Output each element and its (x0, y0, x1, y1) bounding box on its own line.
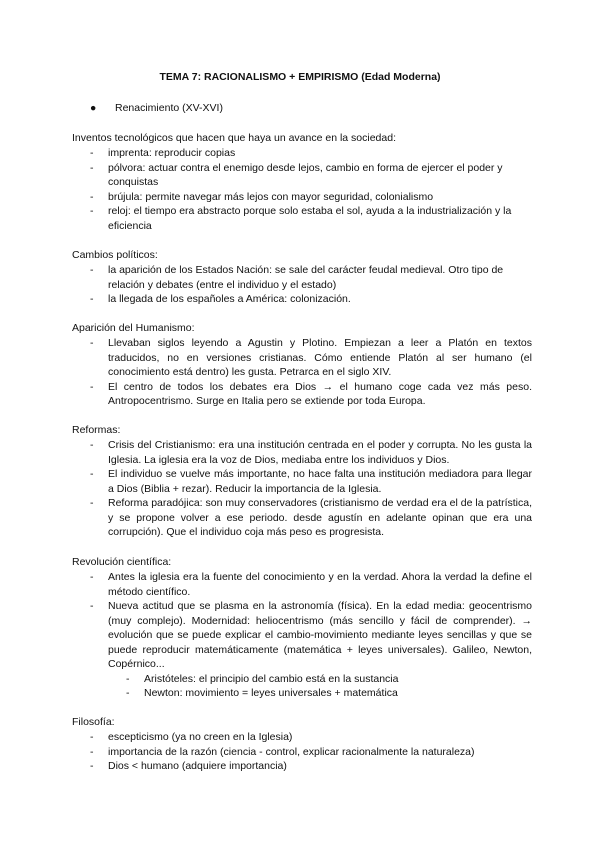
dash-list (72, 146, 532, 233)
list-item (72, 292, 532, 307)
section-cambios-politicos (72, 248, 532, 307)
dash-icon: - (90, 147, 94, 159)
dash-icon: - (90, 571, 94, 583)
list-item-text: El individuo se vuelve más importante, no hace falta una institución mediadora para llegar a Dios (Biblia + rezar). Reducir la importancia de la Iglesia. (108, 468, 532, 495)
dash-icon: - (90, 264, 94, 276)
section-heading: Revolución científica: (72, 556, 172, 568)
section-heading: Cambios políticos: (72, 249, 158, 261)
dash-icon: - (126, 672, 130, 685)
dash-list (72, 336, 532, 409)
list-item-text: pólvora: actuar contra el enemigo desde lejos, cambio en forma de ejercer el poder y conquistas (108, 161, 503, 188)
sub-list-item-text: Aristóteles: el principio del cambio está en la sustancia (144, 672, 399, 685)
dash-list (72, 730, 532, 774)
dash-icon: - (90, 161, 94, 174)
sub-list-item-text: Newton: movimiento = leyes universales + matemática (144, 687, 398, 699)
dash-icon: - (90, 600, 94, 612)
dash-icon: - (90, 337, 94, 349)
section-filosofia (72, 715, 532, 774)
dash-icon: - (90, 205, 94, 217)
dash-icon: - (90, 497, 94, 509)
list-item (72, 467, 532, 496)
list-item-text: imprenta: reproducir copias (108, 147, 236, 159)
dash-icon: - (90, 380, 94, 393)
list-item (72, 438, 532, 467)
list-item (72, 759, 532, 774)
list-item-text: Crisis del Cristianismo: era una institución centrada en el poder y corrupta. No les gusta la Iglesia. La iglesia era la voz de Dios, mediaba entre los individuos y Dios. (108, 439, 532, 466)
section-heading: Reformas: (72, 424, 121, 436)
dash-icon: - (126, 687, 130, 699)
section-heading: Aparición del Humanismo: (72, 322, 195, 334)
list-item-text: brújula: permite navegar más lejos con mayor seguridad, colonialismo (108, 190, 434, 203)
dash-icon: - (90, 468, 94, 480)
list-item-text: Reforma paradójica: son muy conservadores (cristianismo de verdad era el de la patrística, y se propone volver a ese periodo. desde agustín en adelante opinan que era una corrupción). Que el individuo coja más peso es progresista. (108, 497, 532, 538)
section-heading: Filosofía: (72, 716, 115, 728)
list-item-text: escepticismo (ya no creen en la Iglesia) (108, 731, 293, 743)
section-humanismo (72, 321, 532, 409)
dash-list (72, 570, 532, 672)
list-item (72, 496, 532, 540)
bullet-text: Renacimiento (XV-XVI) (115, 102, 223, 114)
list-item-text: El centro de todos los debates era Dios → el humano coge cada vez más peso. Antropocentrismo. Surge en Italia pero se extiende por toda Europa. (108, 380, 532, 407)
dash-icon: - (90, 439, 94, 451)
list-item (72, 161, 532, 190)
list-item (72, 190, 532, 205)
bullet-icon: ● (90, 102, 97, 114)
list-item (72, 745, 532, 760)
dash-icon: - (90, 745, 94, 758)
dash-icon: - (90, 293, 94, 305)
dash-icon: - (90, 190, 94, 203)
dash-icon: - (90, 731, 94, 743)
sub-list-item (72, 686, 532, 701)
list-item-text: reloj: el tiempo era abstracto porque solo estaba el sol, ayuda a la industrialización y la eficiencia (108, 205, 512, 232)
list-item-text: la aparición de los Estados Nación: se sale del carácter feudal medieval. Otro tipo de relación y debates (entre el individuo y el estado) (108, 264, 504, 291)
dash-list (72, 438, 532, 540)
section-inventos (72, 131, 532, 233)
section-revolucion-cientifica (72, 555, 532, 701)
section-reformas (72, 423, 532, 540)
document-title: TEMA 7: RACIONALISMO + EMPIRISMO (Edad Moderna) (159, 71, 441, 83)
list-item (72, 570, 532, 599)
list-item-text: Nueva actitud que se plasma en la astronomía (física). En la edad media: geocentrismo (muy complejo). Modernidad: heliocentrismo (más sencillo y fácil de comprender). → evolución que se puede explicar el cambio-movimiento mediante leyes sencillas y que se puede reproducir matemáticamente (matemática + leyes universales). Galileo, Newton, Copérnico... (108, 600, 532, 670)
list-item (72, 599, 532, 672)
list-item (72, 146, 532, 161)
sub-list-item (72, 672, 532, 687)
list-item (72, 380, 532, 409)
list-item-text: la llegada de los españoles a América: colonización. (108, 293, 351, 305)
dash-list (72, 263, 532, 307)
sub-list (72, 672, 532, 701)
list-item-text: Antes la iglesia era la fuente del conocimiento y en la verdad. Ahora la verdad la define el método científico. (108, 571, 532, 598)
list-item-text: Llevaban siglos leyendo a Agustin y Plotino. Empiezan a leer a Platón en textos traducidos, no en versiones cristianas. Cómo entiende Platón al ser humano (el conocimiento está dentro) les gusta. Petrarca en el siglo XIV. (108, 337, 532, 378)
list-item-text: Dios < humano (adquiere importancia) (108, 760, 287, 772)
list-item (72, 730, 532, 745)
list-item (72, 263, 532, 292)
dash-icon: - (90, 760, 94, 772)
list-item (72, 204, 532, 233)
list-item (72, 336, 532, 380)
list-item-text: importancia de la razón (ciencia - control, explicar racionalmente la naturaleza) (108, 745, 475, 758)
section-heading: Inventos tecnológicos que hacen que haya un avance en la sociedad: (72, 132, 396, 144)
